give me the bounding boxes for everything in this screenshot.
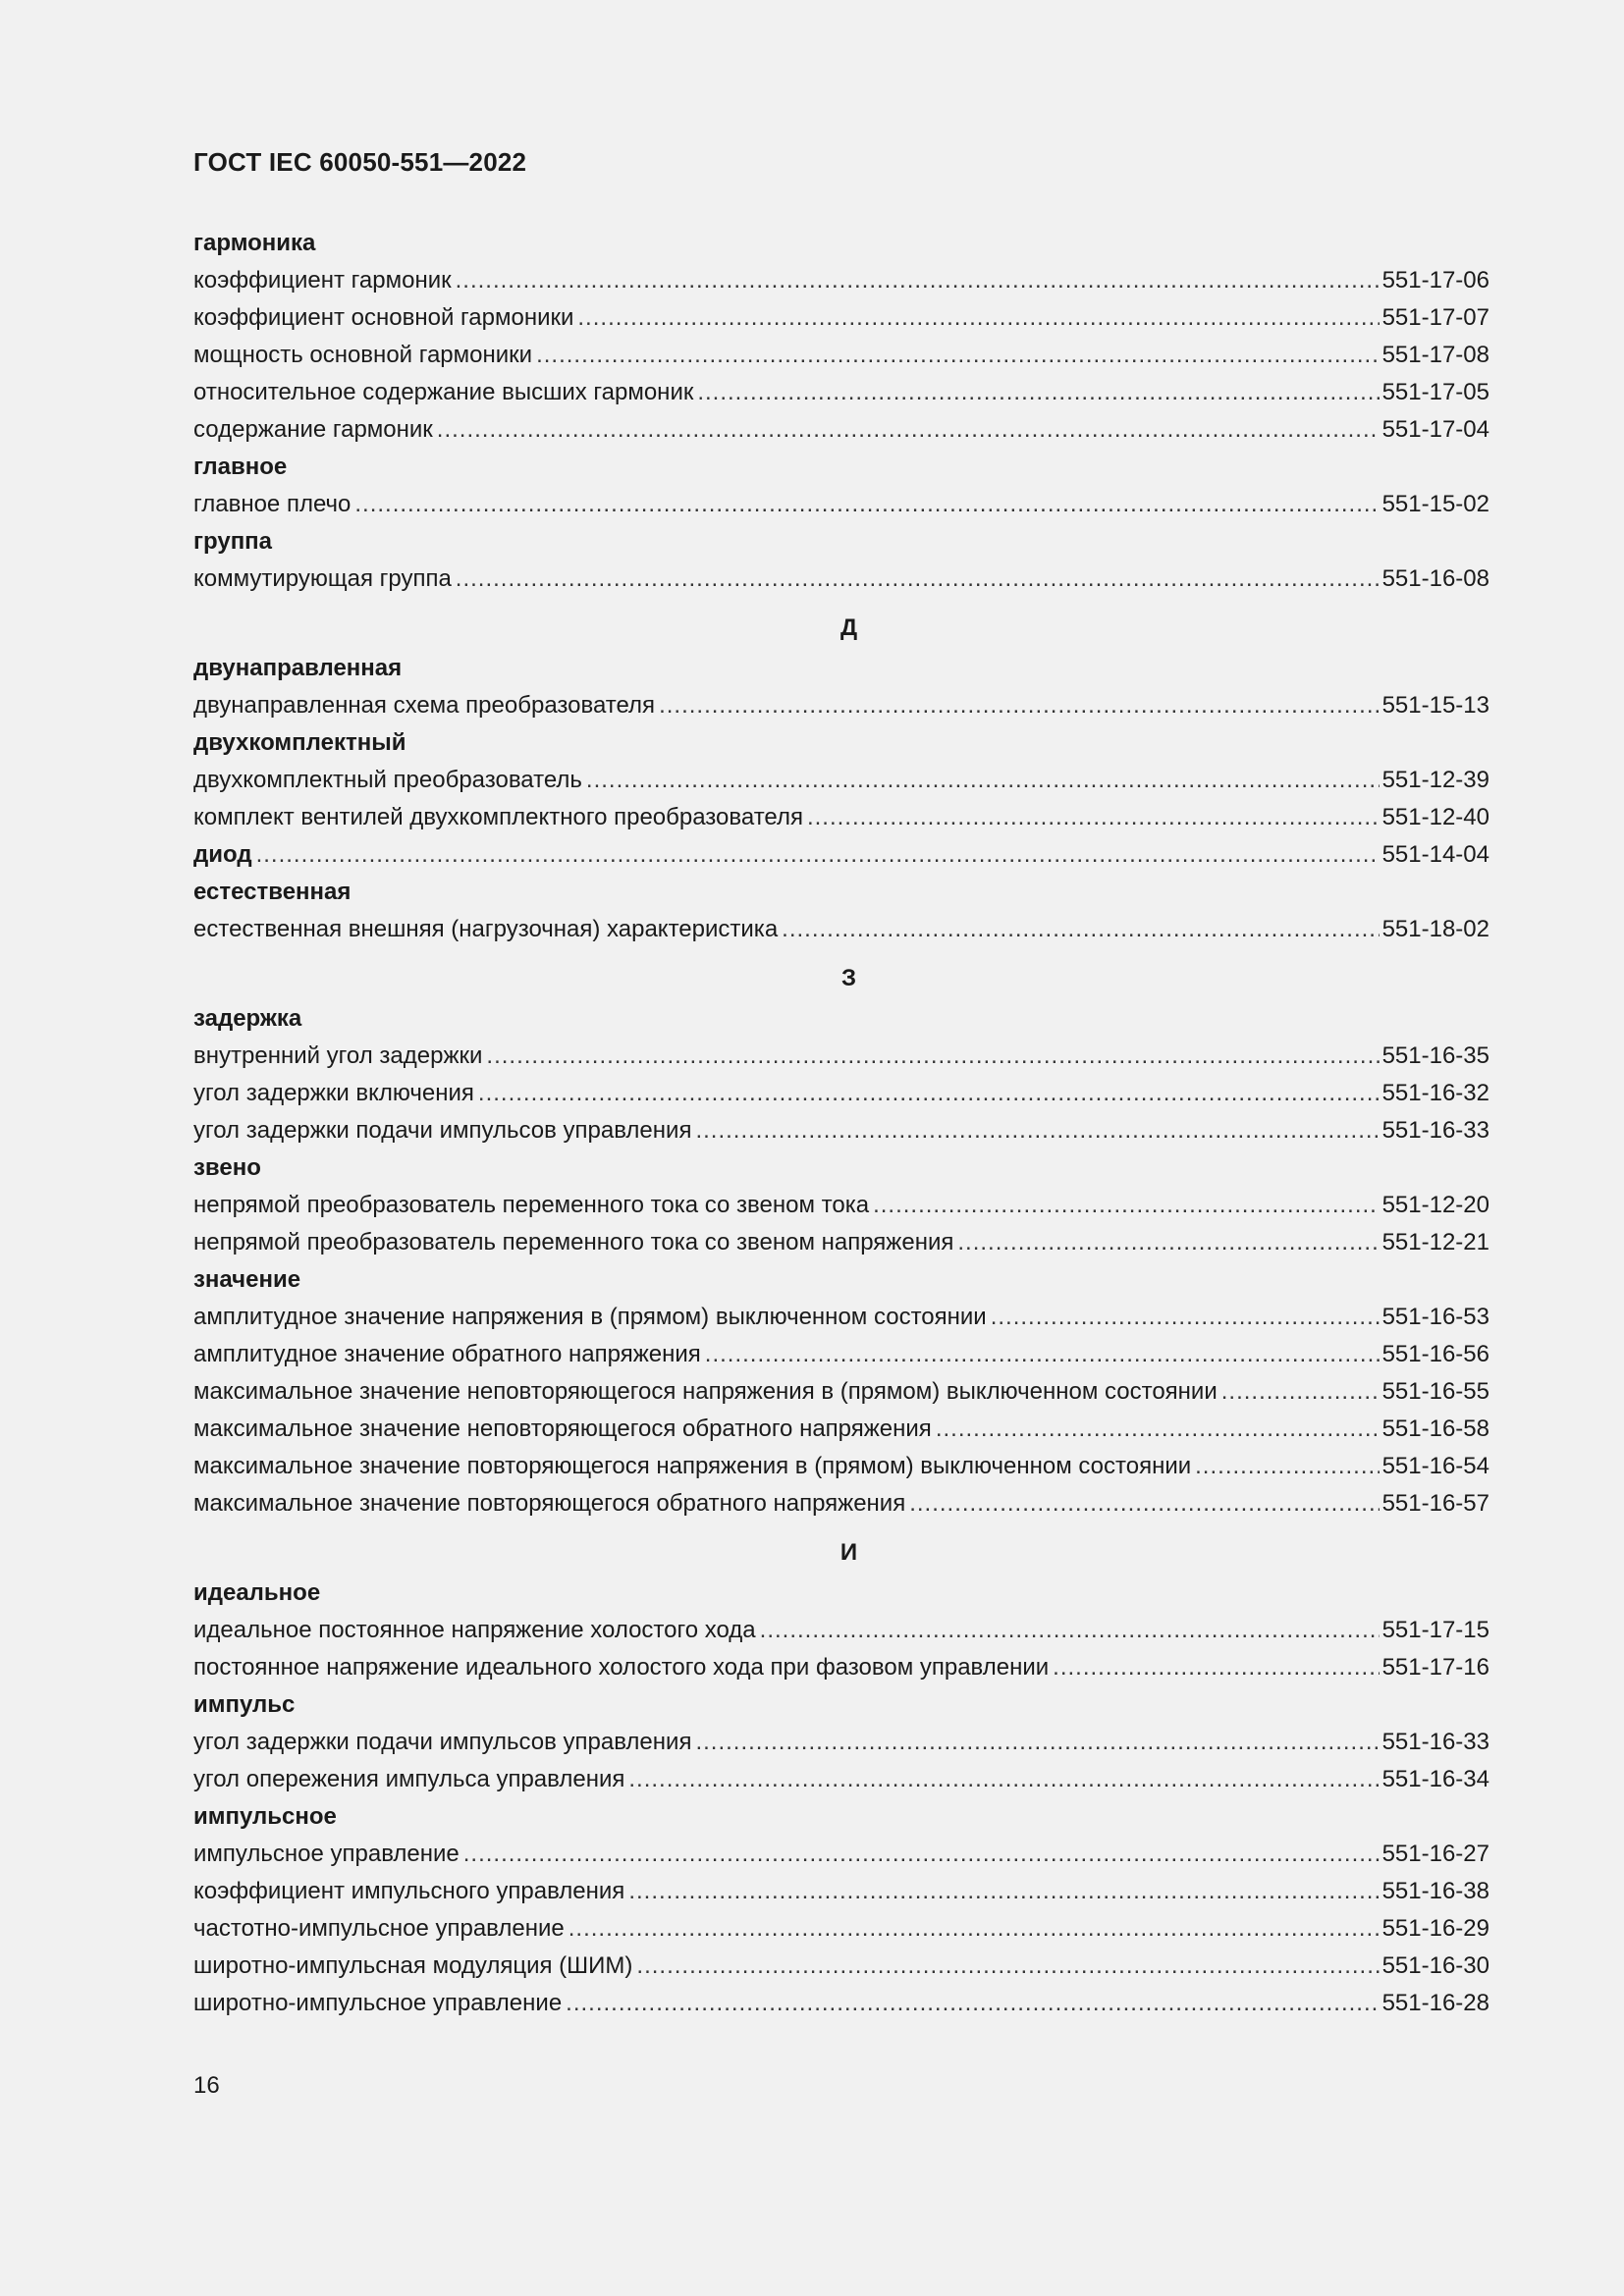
- group-heading: значение: [193, 1266, 301, 1293]
- entry-code: 551-12-20: [1381, 1192, 1489, 1218]
- entry-term: угол опережения импульса управления: [193, 1766, 625, 1792]
- section-letter: З: [840, 965, 857, 991]
- dot-leader: [437, 411, 1380, 449]
- index-entry: [193, 1948, 1489, 1985]
- entry-term: двухкомплектный преобразователь: [193, 767, 582, 793]
- entry-term: естественная внешняя (нагрузочная) характеристика: [193, 916, 779, 942]
- entry-term: относительное содержание высших гармоник: [193, 379, 694, 405]
- group-heading: задержка: [193, 1005, 302, 1032]
- dot-leader: [695, 1112, 1379, 1149]
- dot-leader: [705, 1336, 1380, 1373]
- entry-code: 551-17-06: [1381, 267, 1489, 294]
- entry-code: 551-16-27: [1381, 1841, 1489, 1867]
- dot-leader: [456, 262, 1380, 299]
- dot-leader: [486, 1038, 1379, 1075]
- group-heading: двухкомплектный: [193, 729, 406, 756]
- index-entry: [193, 1761, 1489, 1798]
- dot-leader: [1221, 1373, 1380, 1411]
- entry-term: максимальное значение повторяющегося напряжения в (прямом) выключенном состоянии: [193, 1453, 1192, 1479]
- dot-leader: [695, 1724, 1379, 1761]
- entry-code: 551-17-07: [1381, 304, 1489, 331]
- group-heading: группа: [193, 528, 273, 555]
- entry-code: 551-16-35: [1381, 1042, 1489, 1069]
- entry-code: 551-16-29: [1381, 1915, 1489, 1942]
- index-entry: [193, 762, 1489, 799]
- entry-code: 551-16-54: [1381, 1453, 1489, 1479]
- entry-term: двунаправленная схема преобразователя: [193, 692, 656, 719]
- entry-code: 551-16-08: [1381, 565, 1489, 592]
- dot-leader: [760, 1612, 1380, 1649]
- entry-code: 551-16-55: [1381, 1378, 1489, 1405]
- index-entry: [193, 836, 1489, 874]
- entry-term: коэффициент основной гармоники: [193, 304, 574, 331]
- index-entry: [193, 411, 1489, 449]
- dot-leader: [256, 836, 1380, 874]
- dot-leader: [577, 299, 1379, 337]
- entry-term: комплект вентилей двухкомплектного преобразователя: [193, 804, 803, 830]
- entry-term: широтно-импульсное управление: [193, 1990, 563, 2016]
- index-entry: [193, 262, 1489, 299]
- page-number: 16: [193, 2072, 220, 2099]
- dot-leader: [568, 1910, 1380, 1948]
- section-letter: Д: [839, 614, 858, 641]
- dot-leader: [807, 799, 1380, 836]
- index-entry: [193, 1112, 1489, 1149]
- dot-leader: [566, 1985, 1379, 2022]
- entry-term: главное плечо: [193, 491, 352, 517]
- dot-leader: [697, 374, 1379, 411]
- index-entry: [193, 1649, 1489, 1686]
- entry-code: 551-16-56: [1381, 1341, 1489, 1367]
- entry-term: максимальное значение повторяющегося обратного напряжения: [193, 1490, 906, 1517]
- entry-code: 551-17-15: [1381, 1617, 1489, 1643]
- group-heading: импульс: [193, 1691, 296, 1718]
- entry-term: широтно-импульсная модуляция (ШИМ): [193, 1952, 633, 1979]
- index-entry: [193, 1299, 1489, 1336]
- entry-code: 551-16-57: [1381, 1490, 1489, 1517]
- entry-code: 551-17-04: [1381, 416, 1489, 443]
- entry-term: частотно-импульсное управление: [193, 1915, 565, 1942]
- dot-leader: [991, 1299, 1380, 1336]
- dot-leader: [463, 1836, 1380, 1873]
- entry-code: 551-12-40: [1381, 804, 1489, 830]
- entry-term: амплитудное значение напряжения в (прямом) выключенном состоянии: [193, 1304, 987, 1330]
- index-entry: [193, 1336, 1489, 1373]
- index-entry: [193, 299, 1489, 337]
- entry-code: 551-16-58: [1381, 1415, 1489, 1442]
- entry-term: угол задержки подачи импульсов управления: [193, 1729, 692, 1755]
- dot-leader: [628, 1761, 1379, 1798]
- index-entry: [193, 1485, 1489, 1522]
- entry-term: постоянное напряжение идеального холостого хода при фазовом управлении: [193, 1654, 1050, 1681]
- term-index: [193, 225, 1489, 2022]
- document-header: ГОСТ IEC 60050-551—2022: [193, 147, 527, 177]
- index-entry: [193, 1612, 1489, 1649]
- index-entry: [193, 911, 1489, 948]
- group-heading: двунаправленная: [193, 655, 403, 681]
- entry-term: максимальное значение неповторяющегося напряжения в (прямом) выключенном состоянии: [193, 1378, 1218, 1405]
- index-entry: [193, 374, 1489, 411]
- entry-term: непрямой преобразователь переменного тока со звеном напряжения: [193, 1229, 954, 1255]
- group-heading: естественная: [193, 879, 352, 905]
- group-heading: идеальное: [193, 1579, 321, 1606]
- index-entry: [193, 1836, 1489, 1873]
- entry-term: угол задержки подачи импульсов управления: [193, 1117, 692, 1144]
- entry-code: 551-12-39: [1381, 767, 1489, 793]
- index-entry: [193, 1985, 1489, 2022]
- entry-term: максимальное значение неповторяющегося обратного напряжения: [193, 1415, 932, 1442]
- index-entry: [193, 1373, 1489, 1411]
- entry-code: 551-16-33: [1381, 1729, 1489, 1755]
- dot-leader: [1053, 1649, 1379, 1686]
- group-heading: звено: [193, 1154, 261, 1181]
- dot-leader: [478, 1075, 1380, 1112]
- index-entry: [193, 1411, 1489, 1448]
- dot-leader: [873, 1187, 1380, 1224]
- dot-leader: [659, 687, 1380, 724]
- entry-code: 551-12-21: [1381, 1229, 1489, 1255]
- dot-leader: [636, 1948, 1379, 1985]
- entry-code: 551-16-33: [1381, 1117, 1489, 1144]
- entry-code: 551-15-02: [1381, 491, 1489, 517]
- entry-code: 551-18-02: [1381, 916, 1489, 942]
- entry-term: коммутирующая группа: [193, 565, 452, 592]
- entry-code: 551-15-13: [1381, 692, 1489, 719]
- entry-code: 551-16-30: [1381, 1952, 1489, 1979]
- index-entry: [193, 561, 1489, 598]
- entry-code: 551-17-16: [1381, 1654, 1489, 1681]
- index-entry: [193, 687, 1489, 724]
- index-entry: [193, 1448, 1489, 1485]
- entry-code: 551-16-28: [1381, 1990, 1489, 2016]
- group-heading: гармоника: [193, 230, 316, 256]
- dot-leader: [936, 1411, 1380, 1448]
- dot-leader: [909, 1485, 1379, 1522]
- entry-code: 551-16-38: [1381, 1878, 1489, 1904]
- entry-code: 551-17-05: [1381, 379, 1489, 405]
- entry-term: коэффициент гармоник: [193, 267, 452, 294]
- index-entry: [193, 1187, 1489, 1224]
- index-entry: [193, 1724, 1489, 1761]
- index-entry: [193, 486, 1489, 523]
- entry-code: 551-14-04: [1381, 841, 1489, 868]
- entry-term: содержание гармоник: [193, 416, 433, 443]
- entry-term: амплитудное значение обратного напряжения: [193, 1341, 701, 1367]
- entry-term: коэффициент импульсного управления: [193, 1878, 625, 1904]
- dot-leader: [782, 911, 1379, 948]
- dot-leader: [1195, 1448, 1379, 1485]
- entry-term: внутренний угол задержки: [193, 1042, 483, 1069]
- dot-leader: [536, 337, 1380, 374]
- dot-leader: [586, 762, 1380, 799]
- entry-code: 551-16-53: [1381, 1304, 1489, 1330]
- dot-leader: [456, 561, 1380, 598]
- entry-term: идеальное постоянное напряжение холостого хода: [193, 1617, 756, 1643]
- group-heading: главное: [193, 454, 288, 480]
- entry-code: 551-16-34: [1381, 1766, 1489, 1792]
- entry-term: мощность основной гармоники: [193, 342, 533, 368]
- entry-code: 551-16-32: [1381, 1080, 1489, 1106]
- section-letter: И: [839, 1539, 858, 1566]
- group-heading: импульсное: [193, 1803, 337, 1830]
- index-entry: [193, 1038, 1489, 1075]
- index-entry: [193, 1075, 1489, 1112]
- dot-leader: [628, 1873, 1379, 1910]
- entry-term: непрямой преобразователь переменного тока со звеном тока: [193, 1192, 870, 1218]
- index-entry: [193, 1910, 1489, 1948]
- index-entry: [193, 1873, 1489, 1910]
- dot-leader: [957, 1224, 1379, 1261]
- entry-code: 551-17-08: [1381, 342, 1489, 368]
- entry-term: импульсное управление: [193, 1841, 460, 1867]
- index-entry: [193, 337, 1489, 374]
- entry-term: диод: [193, 841, 252, 868]
- index-entry: [193, 799, 1489, 836]
- index-entry: [193, 1224, 1489, 1261]
- entry-term: угол задержки включения: [193, 1080, 474, 1106]
- dot-leader: [354, 486, 1379, 523]
